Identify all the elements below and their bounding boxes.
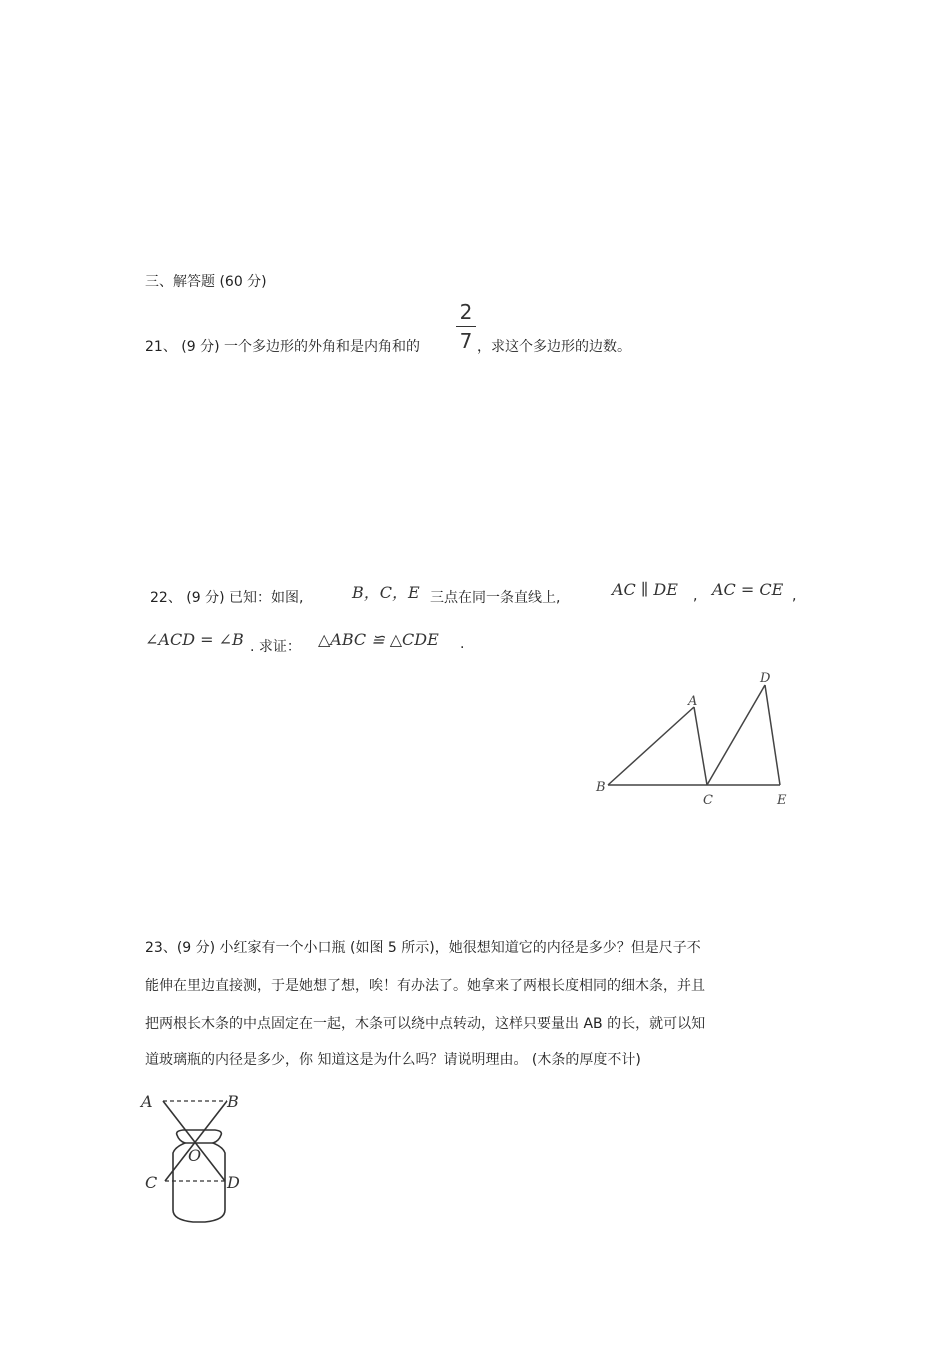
q22-condition-parallel: AC ∥ DE <box>612 580 678 599</box>
q22-comma-1: , <box>693 588 698 604</box>
q22-prefix: 22、 (9 分) 已知：如图, <box>150 590 304 606</box>
label-d: D <box>760 671 771 686</box>
label-a: A <box>688 694 698 709</box>
q22-period: . <box>460 636 465 652</box>
label-b: B <box>227 1092 239 1111</box>
section-title: 三、解答题 (60 分) <box>145 274 267 290</box>
q23-line-4: 道玻璃瓶的内径是多少，你 知道这是为什么吗？请说明理由。 (木条的厚度不计) <box>145 1052 641 1068</box>
q22-comma-2: , <box>792 588 797 604</box>
q21-suffix: ，求这个多边形的边数。 <box>477 339 631 355</box>
label-e: E <box>777 793 787 808</box>
label-o: O <box>188 1146 202 1165</box>
segment-de <box>765 685 780 785</box>
label-a: A <box>141 1092 153 1111</box>
label-b: B <box>596 780 606 795</box>
q22-points: B，C，E <box>352 583 420 602</box>
q22-condition-equal: AC = CE <box>712 580 784 599</box>
q22-prove-label: . 求证： <box>250 639 301 655</box>
label-c: C <box>145 1173 158 1192</box>
q21-prefix: 21、 (9 分) 一个多边形的外角和是内角和的 <box>145 339 420 355</box>
segment-ba <box>608 707 694 785</box>
q22-collinear-text: 三点在同一条直线上, <box>430 590 561 606</box>
q23-line-1: 23、(9 分) 小红家有一个小口瓶 (如图 5 所示)，她很想知道它的内径是多少？但是尺子不 <box>145 940 701 956</box>
q23-line-2: 能伸在里边直接测，于是她想了想，唉！有办法了。她拿来了两根长度相同的细木条，并且 <box>145 978 705 994</box>
q23-line-3: 把两根长木条的中点固定在一起，木条可以绕中点转动，这样只要量出 AB 的长，就可以知 <box>145 1016 706 1032</box>
label-d: D <box>227 1173 240 1192</box>
segment-ac <box>694 707 707 785</box>
q21-fraction-denominator: 7 <box>459 329 473 353</box>
segment-cd <box>707 685 765 785</box>
q23-bottle-figure <box>135 1085 265 1240</box>
q21-fraction-bar <box>456 326 476 327</box>
bottle-outline <box>173 1130 225 1222</box>
label-c: C <box>703 793 713 808</box>
q22-goal: △ABC ≌ △CDE <box>318 630 439 649</box>
q22-triangle-figure <box>590 665 800 815</box>
q21-fraction <box>456 300 476 353</box>
q22-condition-angle: ∠ACD = ∠B <box>145 630 244 649</box>
q21-fraction-numerator: 2 <box>459 300 473 324</box>
